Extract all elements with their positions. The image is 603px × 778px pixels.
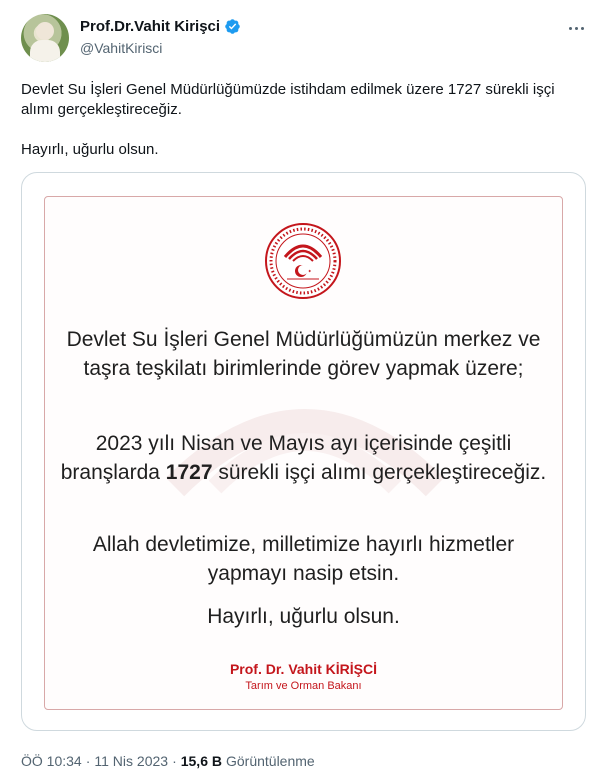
more-horizontal-icon[interactable]: [565, 18, 587, 38]
tweet-media[interactable]: [21, 172, 586, 731]
signature-surname: KİRİŞCİ: [325, 661, 378, 677]
announcement-line-3: Allah devletimize, milletimize hayırlı hizmetler yapmayı nasip etsin.: [92, 533, 515, 585]
meta-separator: ·: [85, 753, 91, 769]
tweet-paragraph: Hayırlı, uğurlu olsun.: [21, 141, 159, 158]
tweet-text: [21, 80, 581, 180]
tweet-meta: [21, 753, 315, 769]
author-display-name[interactable]: Prof.Dr.Vahit Kirişci: [80, 18, 221, 35]
announcement-line-2: [55, 429, 552, 487]
tweet-paragraph: Devlet Su İşleri Genel Müdürlüğümüzde istihdam edilmek üzere 1727 sürekli işçi alımı gerçekleştireceğiz.: [21, 81, 555, 118]
meta-separator: ·: [172, 753, 177, 769]
views-label: Görüntülenme: [225, 753, 315, 769]
announcement-highlight-number: 1727: [165, 461, 213, 484]
ministry-seal-icon: [263, 221, 343, 301]
announcement-line-2-start: 2023 yılı Nisan ve Mayıs ayı içerisinde çeşitli branşlarda: [60, 432, 512, 484]
tweet-date[interactable]: 11 Nis 2023: [94, 753, 169, 769]
tweet-header: [21, 14, 587, 64]
announcement-line-2-end: sürekli işçi alımı gerçekleştireceğiz.: [212, 461, 547, 484]
views-count: 15,6 B: [180, 753, 222, 769]
announcement-image: [44, 196, 563, 710]
verified-badge-icon[interactable]: [224, 18, 241, 35]
author-name-row: [80, 18, 241, 35]
announcement-line-1: Devlet Su İşleri Genel Müdürlüğümüzün merkez ve taşra teşkilatı birimlerinde görev yapmak üzere;: [66, 328, 541, 380]
tweet-time[interactable]: ÖÖ 10:34: [21, 753, 82, 769]
signature-name: [45, 661, 562, 677]
announcement-line-4: Hayırlı, uğurlu olsun.: [207, 605, 400, 628]
avatar[interactable]: [21, 14, 69, 62]
author-handle[interactable]: @VahitKirisci: [80, 40, 163, 56]
signature-title: Tarım ve Orman Bakanı: [245, 680, 362, 692]
signature-prefix: Prof. Dr. Vahit: [229, 661, 326, 677]
